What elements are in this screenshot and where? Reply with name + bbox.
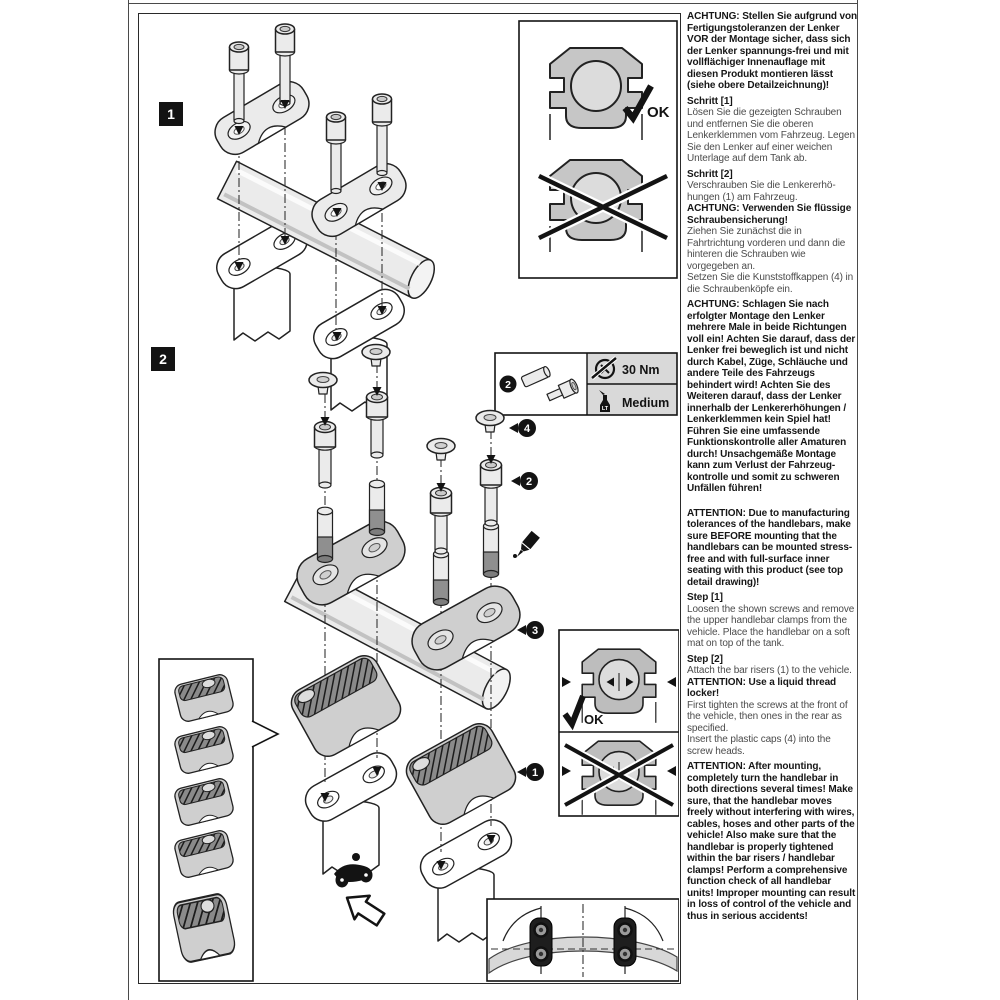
en-step2-heading: Step [2] <box>687 653 723 665</box>
de-step2-text3: Setzen Sie die Kunststoffkappen (4) in die Schraubenköpfe ein. <box>687 272 854 295</box>
socket-screw-small <box>545 378 579 404</box>
bar-riser <box>286 650 406 761</box>
plastic-cap <box>427 439 455 461</box>
de-step2-heading: Schritt [2] <box>687 168 733 180</box>
callout-riser <box>517 763 544 781</box>
de-step1-heading: Schritt [1] <box>687 95 733 107</box>
callout-cap <box>509 419 536 437</box>
socket-screw <box>481 460 502 527</box>
socket-screw <box>367 392 388 459</box>
callout-pointer-icon <box>517 625 526 635</box>
de-step1-text: Lösen Sie die gezeigten Schrauben und entfernen Sie die oberen Lenkerklemmen vom Fahrzeug. Legen Sie den Lenker auf einer weichen Unterlage auf dem Tank ab. <box>687 107 855 164</box>
bar-riser <box>401 718 521 829</box>
spacer-sleeve-small <box>521 366 552 388</box>
ok-label: OK <box>584 712 604 727</box>
de-step2-text1: Verschrauben Sie die Lenkererhö-hungen (1) am Fahrzeug. <box>687 180 836 203</box>
locker-value: Medium <box>622 396 670 410</box>
socket-screw <box>315 422 336 489</box>
step1-exploded-view <box>159 24 440 411</box>
en-warning-intro: ATTENTION: Due to manufacturing tolerances of the handlebars, make sure BEFORE mounting that the handlebars can be mounted stress-free and with full-surface inner seating with this product (see top detail drawing)! <box>687 507 853 588</box>
spacer-sleeve <box>434 550 449 605</box>
callout-screw <box>511 472 538 490</box>
glue-drop <box>513 554 517 558</box>
callout-pointer-icon <box>509 423 518 433</box>
de-step2-text2: Ziehen Sie zunächst die in Fahrtrichtung vorderen und dann die hinteren die Schrauben wie vorgegeben an. <box>687 226 846 272</box>
page-left-rule <box>128 0 129 1000</box>
assembly-diagram <box>139 14 679 982</box>
language-divider-gap <box>687 499 858 508</box>
bottle-text: LT <box>601 406 609 412</box>
callout-pointer-icon <box>511 476 520 486</box>
plastic-cap <box>476 411 504 433</box>
spacer-sleeve <box>484 522 499 577</box>
torque-value: 30 Nm <box>622 363 660 377</box>
socket-screw <box>327 112 346 194</box>
step1-badge-number: 1 <box>167 106 175 122</box>
riser-variant-tall <box>171 893 236 964</box>
step2-badge-number: 2 <box>159 351 167 367</box>
socket-screw <box>431 488 452 555</box>
part-callout-number: 2 <box>505 379 511 391</box>
clamp-plate <box>614 918 636 966</box>
de-warning-final: ACHTUNG: Schlagen Sie nach erfolgter Montage den Lenker mehrere Male in beide Richtungen voll ein! Achten Sie darauf, dass der Lenker frei beweglich ist und nicht durch Kabel, Züge, Schläuche und andere Teile des Fahrzeugs behindert wird! Achten Sie des Weiteren darauf, dass der Lenker innerhalb der Lenkererhöhungen / Lenkerklemmen kein Spiel hat! Führen Sie eine umfassende Funktionskontrolle aller Amaturen durch! Unsachgemäße Montage kann zum Verlust der Fahrzeug-kontrolle und somit zu schweren Unfällen führen! <box>687 299 856 494</box>
en-step2-warning: ATTENTION: Use a liquid thread locker! <box>687 676 837 699</box>
en-step1-text: Loosen the shown screws and remove the upper handlebar clamps from the vehicle. Place the handlebar on a soft mat on top of the tank. <box>687 603 855 649</box>
en-step2-text2: First tighten the screws at the front of the vehicle, then ones in the rear as specified. <box>687 699 848 734</box>
spacer-sleeve <box>370 480 385 535</box>
callout-tail <box>252 721 278 747</box>
svg-text:2: 2 <box>525 476 533 488</box>
svg-text:4: 4 <box>523 423 531 435</box>
callout-pointer-icon <box>517 767 526 777</box>
ok-label: OK <box>647 104 670 121</box>
en-warning-final: ATTENTION: After mounting, completely turn the handlebar in both directions several times! Make sure, that the handlebar moves freely without interfering with wires, cables, hoses and other parts of the vehicle! Also make sure that the handlebar is properly tightened within the bar risers / handlebar clamps! Perform a comprehensive function check of all handlebar units! Improper mounting can result in loss of control of the vehicle and thus in serious accidents! <box>687 761 856 922</box>
torque-spec-table <box>495 353 677 415</box>
handlebar-topview-box <box>487 899 679 981</box>
centering-detail-box <box>559 630 679 816</box>
en-step2-text1: Attach the bar risers (1) to the vehicle. <box>687 665 852 676</box>
page-top-rule <box>128 3 858 4</box>
instruction-text-column <box>687 11 858 926</box>
seating-detail-box <box>519 21 677 278</box>
upper-handlebar-clamp <box>209 75 315 160</box>
en-step2-text3: Insert the plastic caps (4) into the screw heads. <box>687 734 831 757</box>
assembly-diagram-panel <box>138 13 681 984</box>
spacer-sleeve <box>318 507 333 562</box>
riser-variants-box <box>159 659 278 981</box>
callout-clamp <box>517 621 544 639</box>
de-step2-warning: ACHTUNG: Verwenden Sie flüssige Schraubensicherung! <box>687 203 852 226</box>
clamp-plate <box>530 918 552 966</box>
en-step1-heading: Step [1] <box>687 592 723 603</box>
svg-text:1: 1 <box>531 767 539 779</box>
de-warning-intro: ACHTUNG: Stellen Sie aufgrund von Fertigungstoleranzen der Lenker VOR der Montage sicher, dass sich der Lenker spannungs-frei und mit vollflächiger Innenauflage mit diesen Produkt montieren lässt (siehe obere Detailzeichnung)! <box>687 11 858 91</box>
svg-text:3: 3 <box>531 625 539 637</box>
